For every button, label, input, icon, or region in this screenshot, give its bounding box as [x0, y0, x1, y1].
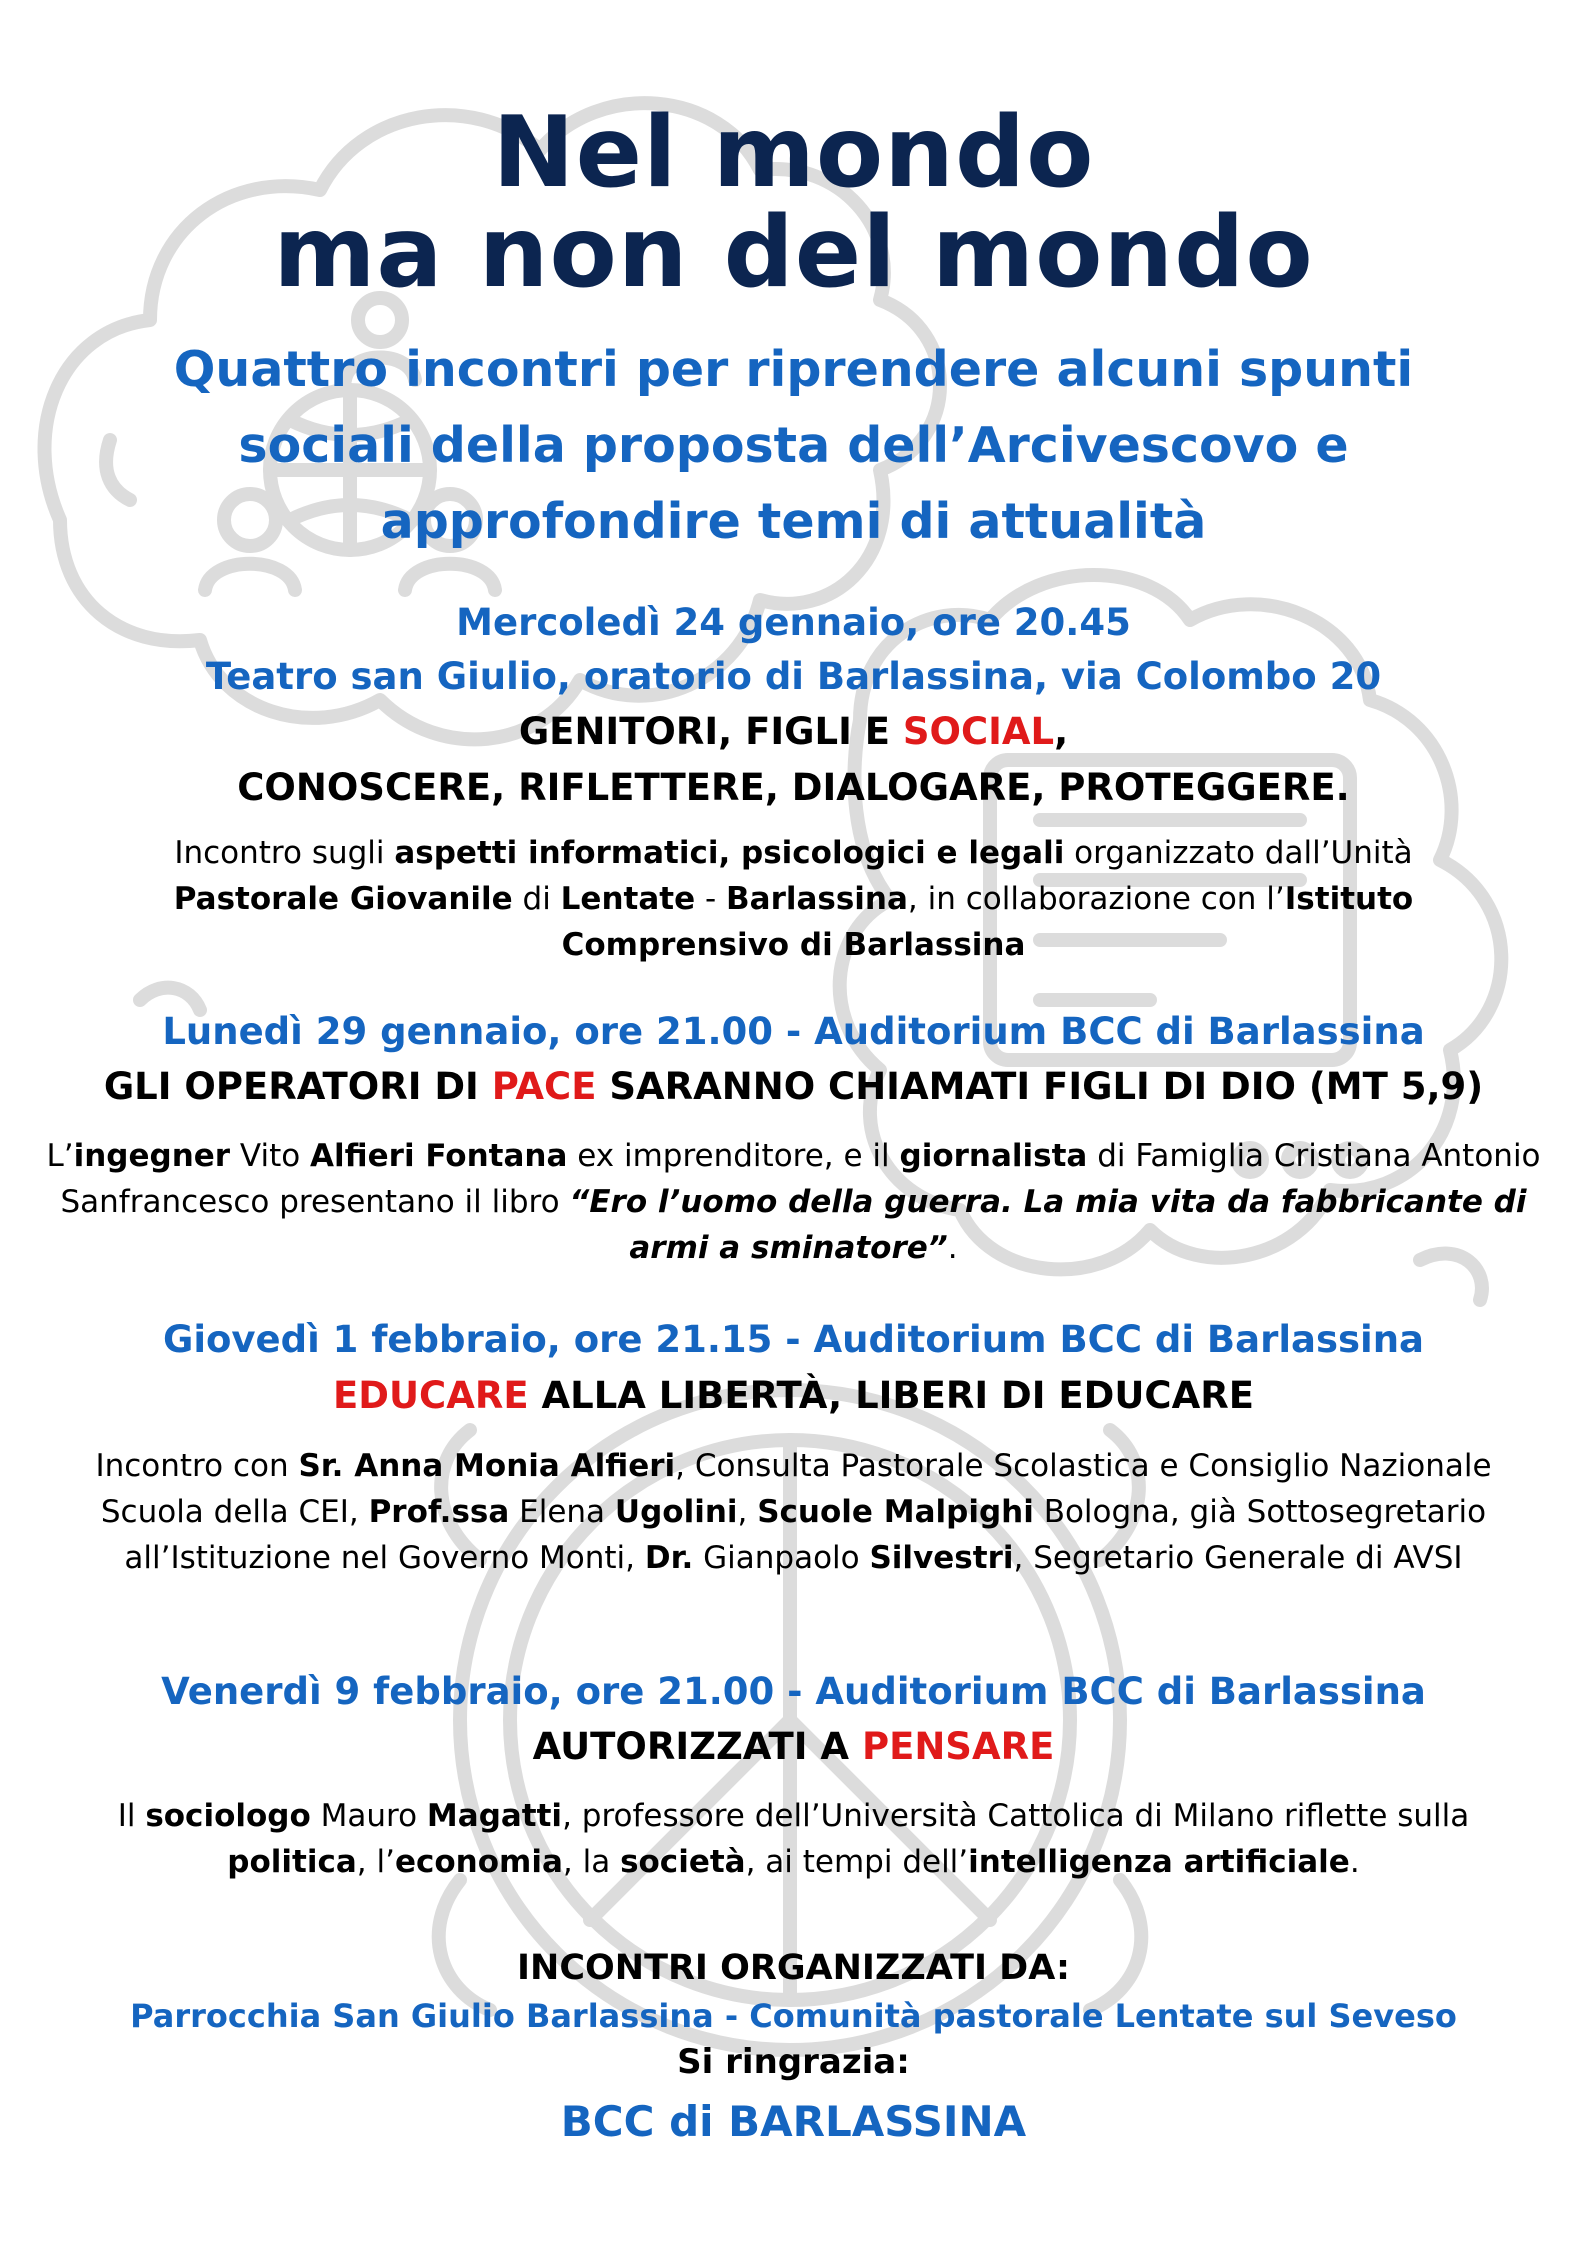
bold-text: intelligenza artificiale — [968, 1844, 1350, 1880]
plain-text: di — [512, 881, 561, 917]
bold-text: aspetti informatici, psicologici e legali — [394, 835, 1065, 871]
plain-text: . — [1349, 1844, 1360, 1880]
event1-heading-line-2: CONOSCERE, RIFLETTERE, DIALOGARE, PROTEGGERE. — [237, 766, 1350, 809]
plain-text: , Segretario Generale di AVSI — [1013, 1540, 1463, 1576]
bold-text: Prof.ssa — [368, 1494, 510, 1530]
subtitle-line-3: approfondire temi di attualità — [380, 493, 1207, 550]
plain-text: Il — [117, 1798, 146, 1834]
bold-text: Barlassina — [726, 881, 908, 917]
plain-text: di Famiglia Cristiana Antonio Sanfrancesco presentano il libro — [60, 1138, 1541, 1220]
bold-text: Ugolini — [614, 1494, 738, 1530]
page-title-line-2: ma non del mondo — [273, 196, 1314, 310]
event1-date: Mercoledì 24 gennaio, ore 20.45 — [456, 601, 1131, 644]
plain-text: L’ — [46, 1138, 74, 1174]
plain-text: , ai tempi dell’ — [745, 1844, 969, 1880]
event2-highlight: PACE — [491, 1065, 597, 1108]
bold-text: politica — [227, 1844, 357, 1880]
thanks-label: Si ringrazia: — [677, 2042, 910, 2082]
event1-place: Teatro san Giulio, oratorio di Barlassina, via Colombo 20 — [205, 655, 1382, 698]
organizers-text: Parrocchia San Giulio Barlassina - Comunità pastorale Lentate sul Seveso — [130, 1997, 1457, 2035]
event3-heading: EDUCARE ALLA LIBERTÀ, LIBERI DI EDUCARE — [333, 1374, 1254, 1417]
plain-text: Incontro sugli — [174, 835, 395, 871]
plain-text: Gianpaolo — [693, 1540, 870, 1576]
organized-by-label: INCONTRI ORGANIZZATI DA: — [517, 1948, 1070, 1988]
plain-text: ex imprenditore, e il — [567, 1138, 900, 1174]
plain-text: , l’ — [356, 1844, 395, 1880]
event2-description — [40, 1133, 1547, 1271]
subtitle-line-1: Quattro incontri per riprendere alcuni spunti — [173, 341, 1414, 398]
sponsor-name: BCC di BARLASSINA — [560, 2097, 1027, 2146]
event3-date: Giovedì 1 febbraio, ore 21.15 - Auditorium BCC di Barlassina — [162, 1318, 1425, 1361]
event3-description — [80, 1443, 1507, 1581]
event1-heading-line-1: GENITORI, FIGLI E SOCIAL, — [518, 710, 1069, 753]
bold-text: giornalista — [899, 1138, 1088, 1174]
plain-text: Mauro — [310, 1798, 427, 1834]
bold-text: Sr. Anna Monia Alfieri — [298, 1448, 676, 1484]
plain-text: , Consulta Pastorale Scolastica e Consiglio Nazionale Scuola della CEI, — [100, 1448, 1492, 1530]
plain-text: , in collaborazione con l’ — [907, 881, 1285, 917]
bold-text: Dr. — [644, 1540, 694, 1576]
subtitle-line-2: sociali della proposta dell’Arcivescovo e — [238, 417, 1349, 474]
bold-text: Istituto Comprensivo di Barlassina — [561, 881, 1414, 963]
page-title-line-1: Nel mondo — [492, 96, 1095, 210]
event4-highlight: PENSARE — [861, 1725, 1055, 1768]
event4-description — [100, 1793, 1487, 1885]
plain-text: , la — [562, 1844, 621, 1880]
plain-text: . — [947, 1230, 958, 1266]
bold-text: Alfieri Fontana — [310, 1138, 568, 1174]
bold-text: sociologo — [145, 1798, 311, 1834]
bold-text: ingegner — [73, 1138, 231, 1174]
event4-date: Venerdì 9 febbraio, ore 21.00 - Auditorium BCC di Barlassina — [161, 1670, 1426, 1713]
bold-text: Lentate — [560, 881, 696, 917]
plain-text: Incontro con — [95, 1448, 299, 1484]
bold-text: società — [620, 1844, 746, 1880]
bold-text: Magatti — [426, 1798, 563, 1834]
event1-description — [110, 830, 1477, 968]
plain-text: Bologna, già Sottosegretario all’Istituzione nel Governo Monti, — [124, 1494, 1487, 1576]
plain-text: Vito — [230, 1138, 311, 1174]
plain-text: - — [695, 881, 727, 917]
bold-text: Silvestri — [869, 1540, 1014, 1576]
bold-text: “Ero l’uomo della guerra. La mia vita da fabbricante di armi a sminatore” — [569, 1184, 1527, 1266]
event4-heading: AUTORIZZATI A PENSARE — [532, 1725, 1055, 1768]
plain-text: , professore dell’Università Cattolica di Milano riflette sulla — [562, 1798, 1470, 1834]
event1-highlight: SOCIAL — [902, 710, 1055, 753]
bold-text: Pastorale Giovanile — [173, 881, 513, 917]
bold-text: economia — [394, 1844, 563, 1880]
bold-text: Scuole Malpighi — [757, 1494, 1034, 1530]
plain-text: organizzato dall’Unità — [1064, 835, 1413, 871]
plain-text: , — [737, 1494, 758, 1530]
event2-date: Lunedì 29 gennaio, ore 21.00 - Auditorium BCC di Barlassina — [162, 1010, 1425, 1053]
event2-heading: GLI OPERATORI DI PACE SARANNO CHIAMATI FIGLI DI DIO (MT 5,9) — [103, 1065, 1484, 1108]
event3-highlight: EDUCARE — [333, 1374, 529, 1417]
plain-text: Elena — [509, 1494, 615, 1530]
